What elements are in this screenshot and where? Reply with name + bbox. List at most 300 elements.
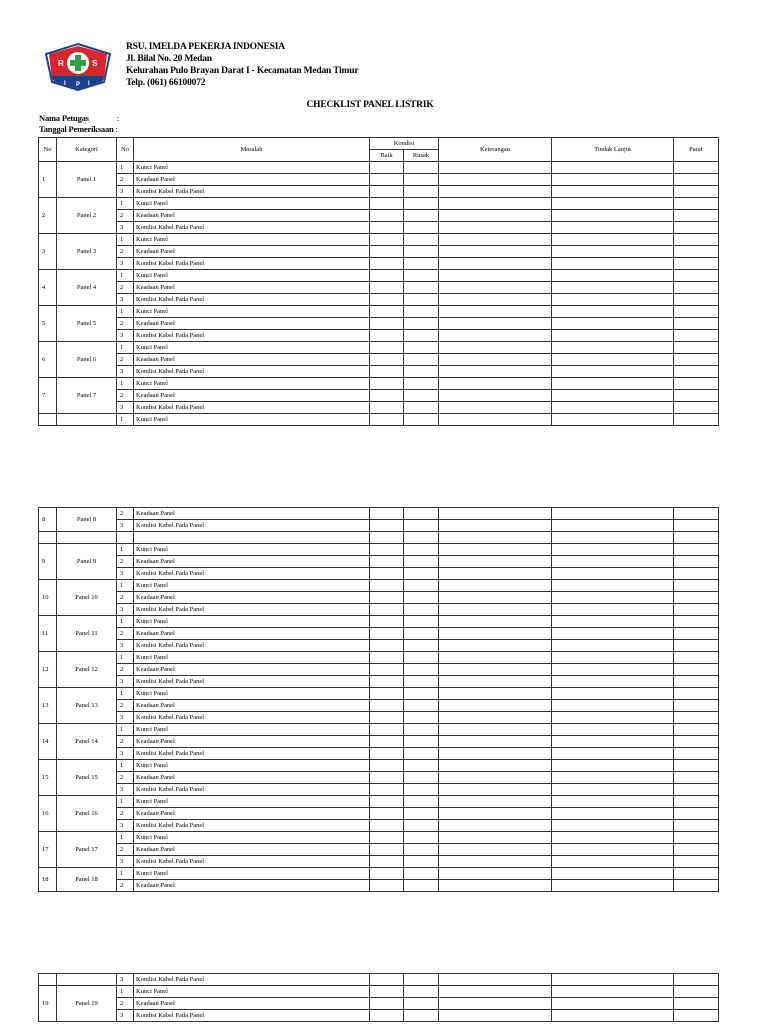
paraf-cell[interactable] (674, 258, 719, 270)
tindak-lanjut-cell[interactable] (552, 174, 674, 186)
rusak-cell[interactable] (404, 676, 439, 688)
rusak-cell[interactable] (404, 414, 439, 426)
rusak-cell[interactable] (404, 366, 439, 378)
paraf-cell[interactable] (674, 736, 719, 748)
tindak-lanjut-cell[interactable] (552, 568, 674, 580)
rusak-cell[interactable] (404, 390, 439, 402)
baik-cell[interactable] (370, 186, 404, 198)
rusak-cell[interactable] (404, 378, 439, 390)
paraf-cell[interactable] (674, 556, 719, 568)
paraf-cell[interactable] (674, 604, 719, 616)
tindak-lanjut-cell[interactable] (552, 306, 674, 318)
baik-cell[interactable] (370, 414, 404, 426)
paraf-cell[interactable] (674, 808, 719, 820)
tindak-lanjut-cell[interactable] (552, 688, 674, 700)
keterangan-cell[interactable] (439, 604, 552, 616)
rusak-cell[interactable] (404, 592, 439, 604)
paraf-cell[interactable] (674, 688, 719, 700)
tindak-lanjut-cell[interactable] (552, 808, 674, 820)
rusak-cell[interactable] (404, 784, 439, 796)
baik-cell[interactable] (370, 580, 404, 592)
rusak-cell[interactable] (404, 330, 439, 342)
keterangan-cell[interactable] (439, 162, 552, 174)
rusak-cell[interactable] (404, 724, 439, 736)
baik-cell[interactable] (370, 282, 404, 294)
paraf-cell[interactable] (674, 820, 719, 832)
panel-number: 7 (39, 378, 57, 414)
keterangan-cell[interactable] (439, 246, 552, 258)
keterangan-cell[interactable] (439, 748, 552, 760)
keterangan-cell[interactable] (439, 556, 552, 568)
keterangan-cell[interactable] (439, 306, 552, 318)
paraf-cell[interactable] (674, 748, 719, 760)
baik-cell[interactable] (370, 294, 404, 306)
baik-cell[interactable] (370, 174, 404, 186)
baik-cell[interactable] (370, 974, 404, 986)
tindak-lanjut-cell[interactable] (552, 868, 674, 880)
tindak-lanjut-cell[interactable] (552, 544, 674, 556)
paraf-cell[interactable] (674, 162, 719, 174)
rusak-cell[interactable] (404, 736, 439, 748)
baik-cell[interactable] (370, 808, 404, 820)
keterangan-cell[interactable] (439, 808, 552, 820)
table-row (39, 604, 719, 616)
tindak-lanjut-cell[interactable] (552, 556, 674, 568)
header-no: No (39, 138, 57, 162)
baik-cell[interactable] (370, 402, 404, 414)
baik-cell[interactable] (370, 1010, 404, 1022)
tindak-lanjut-cell[interactable] (552, 258, 674, 270)
keterangan-cell[interactable] (439, 974, 552, 986)
baik-cell[interactable] (370, 880, 404, 892)
paraf-cell[interactable] (674, 378, 719, 390)
baik-cell[interactable] (370, 270, 404, 282)
baik-cell[interactable] (370, 760, 404, 772)
keterangan-cell[interactable] (439, 390, 552, 402)
rusak-cell[interactable] (404, 258, 439, 270)
baik-cell[interactable] (370, 520, 404, 532)
paraf-cell[interactable] (674, 664, 719, 676)
paraf-cell[interactable] (674, 986, 719, 998)
paraf-cell[interactable] (674, 640, 719, 652)
paraf-cell[interactable] (674, 186, 719, 198)
rusak-cell[interactable] (404, 544, 439, 556)
keterangan-cell[interactable] (439, 986, 552, 998)
keterangan-cell[interactable] (439, 832, 552, 844)
keterangan-cell[interactable] (439, 592, 552, 604)
paraf-cell[interactable] (674, 868, 719, 880)
tindak-lanjut-cell[interactable] (552, 676, 674, 688)
keterangan-cell[interactable] (439, 724, 552, 736)
paraf-cell[interactable] (674, 390, 719, 402)
paraf-cell[interactable] (674, 580, 719, 592)
rusak-cell[interactable] (404, 198, 439, 210)
paraf-cell[interactable] (674, 568, 719, 580)
rusak-cell[interactable] (404, 282, 439, 294)
keterangan-cell[interactable] (439, 640, 552, 652)
tindak-lanjut-cell[interactable] (552, 772, 674, 784)
paraf-cell[interactable] (674, 832, 719, 844)
item-label: Kunci Panel (134, 760, 370, 772)
rusak-cell[interactable] (404, 246, 439, 258)
keterangan-cell[interactable] (439, 580, 552, 592)
rusak-cell[interactable] (404, 318, 439, 330)
keterangan-cell[interactable] (439, 736, 552, 748)
baik-cell[interactable] (370, 772, 404, 784)
tindak-lanjut-cell[interactable] (552, 378, 674, 390)
baik-cell[interactable] (370, 820, 404, 832)
rusak-cell[interactable] (404, 210, 439, 222)
rusak-cell[interactable] (404, 568, 439, 580)
tindak-lanjut-cell[interactable] (552, 628, 674, 640)
tindak-lanjut-cell[interactable] (552, 282, 674, 294)
rusak-cell[interactable] (404, 556, 439, 568)
rusak-cell[interactable] (404, 580, 439, 592)
baik-cell[interactable] (370, 844, 404, 856)
keterangan-cell[interactable] (439, 880, 552, 892)
keterangan-cell[interactable] (439, 198, 552, 210)
keterangan-cell[interactable] (439, 676, 552, 688)
paraf-cell[interactable] (674, 366, 719, 378)
rusak-cell[interactable] (404, 748, 439, 760)
keterangan-cell[interactable] (439, 760, 552, 772)
rusak-cell[interactable] (404, 402, 439, 414)
keterangan-cell[interactable] (439, 712, 552, 724)
tindak-lanjut-cell[interactable] (552, 162, 674, 174)
baik-cell[interactable] (370, 616, 404, 628)
paraf-cell[interactable] (674, 712, 719, 724)
baik-cell[interactable] (370, 354, 404, 366)
tindak-lanjut-cell[interactable] (552, 354, 674, 366)
paraf-cell[interactable] (674, 652, 719, 664)
tindak-lanjut-cell[interactable] (552, 986, 674, 998)
rusak-cell[interactable] (404, 808, 439, 820)
tindak-lanjut-cell[interactable] (552, 222, 674, 234)
paraf-cell[interactable] (674, 270, 719, 282)
baik-cell[interactable] (370, 868, 404, 880)
rusak-cell[interactable] (404, 270, 439, 282)
tindak-lanjut-cell[interactable] (552, 414, 674, 426)
keterangan-cell[interactable] (439, 378, 552, 390)
keterangan-cell[interactable] (439, 520, 552, 532)
rusak-cell[interactable] (404, 856, 439, 868)
keterangan-cell[interactable] (439, 270, 552, 282)
keterangan-cell[interactable] (439, 354, 552, 366)
baik-cell[interactable] (370, 592, 404, 604)
rusak-cell[interactable] (404, 186, 439, 198)
rusak-cell[interactable] (404, 880, 439, 892)
baik-cell[interactable] (370, 628, 404, 640)
baik-cell[interactable] (370, 390, 404, 402)
paraf-cell[interactable] (674, 628, 719, 640)
paraf-cell[interactable] (674, 700, 719, 712)
baik-cell[interactable] (370, 712, 404, 724)
tindak-lanjut-cell[interactable] (552, 294, 674, 306)
baik-cell[interactable] (370, 342, 404, 354)
paraf-cell[interactable] (674, 246, 719, 258)
baik-cell[interactable] (370, 162, 404, 174)
paraf-cell[interactable] (674, 724, 719, 736)
paraf-cell[interactable] (674, 592, 719, 604)
tindak-lanjut-cell[interactable] (552, 198, 674, 210)
keterangan-cell[interactable] (439, 402, 552, 414)
tindak-lanjut-cell[interactable] (552, 820, 674, 832)
tindak-lanjut-cell[interactable] (552, 234, 674, 246)
rusak-cell[interactable] (404, 820, 439, 832)
keterangan-cell[interactable] (439, 508, 552, 520)
rusak-cell[interactable] (404, 508, 439, 520)
tindak-lanjut-cell[interactable] (552, 832, 674, 844)
rusak-cell[interactable] (404, 604, 439, 616)
paraf-cell[interactable] (674, 198, 719, 210)
tindak-lanjut-cell[interactable] (552, 664, 674, 676)
tindak-lanjut-cell[interactable] (552, 712, 674, 724)
keterangan-cell[interactable] (439, 366, 552, 378)
tindak-lanjut-cell[interactable] (552, 508, 674, 520)
rusak-cell[interactable] (404, 700, 439, 712)
baik-cell[interactable] (370, 700, 404, 712)
paraf-cell[interactable] (674, 520, 719, 532)
baik-cell[interactable] (370, 306, 404, 318)
keterangan-cell[interactable] (439, 318, 552, 330)
rusak-cell[interactable] (404, 306, 439, 318)
baik-cell[interactable] (370, 688, 404, 700)
rusak-cell[interactable] (404, 162, 439, 174)
baik-cell[interactable] (370, 222, 404, 234)
rusak-cell[interactable] (404, 652, 439, 664)
keterangan-cell[interactable] (439, 820, 552, 832)
baik-cell[interactable] (370, 556, 404, 568)
tindak-lanjut-cell[interactable] (552, 210, 674, 222)
paraf-cell[interactable] (674, 354, 719, 366)
keterangan-cell[interactable] (439, 784, 552, 796)
paraf-cell[interactable] (674, 974, 719, 986)
keterangan-cell[interactable] (439, 282, 552, 294)
keterangan-cell[interactable] (439, 856, 552, 868)
rusak-cell[interactable] (404, 222, 439, 234)
keterangan-cell[interactable] (439, 772, 552, 784)
rusak-cell[interactable] (404, 628, 439, 640)
paraf-cell[interactable] (674, 210, 719, 222)
keterangan-cell[interactable] (439, 628, 552, 640)
table-row (39, 354, 719, 366)
baik-cell[interactable] (370, 544, 404, 556)
rusak-cell[interactable] (404, 986, 439, 998)
keterangan-cell[interactable] (439, 664, 552, 676)
tanggal-field (39, 124, 118, 134)
paraf-cell[interactable] (674, 282, 719, 294)
baik-cell[interactable] (370, 784, 404, 796)
baik-cell[interactable] (370, 640, 404, 652)
baik-cell[interactable] (370, 676, 404, 688)
rusak-cell[interactable] (404, 1010, 439, 1022)
keterangan-cell[interactable] (439, 234, 552, 246)
paraf-cell[interactable] (674, 998, 719, 1010)
paraf-cell[interactable] (674, 856, 719, 868)
rusak-cell[interactable] (404, 616, 439, 628)
item-label: Kunci Panel (134, 414, 370, 426)
paraf-cell[interactable] (674, 508, 719, 520)
tindak-lanjut-cell[interactable] (552, 652, 674, 664)
baik-cell[interactable] (370, 508, 404, 520)
keterangan-cell[interactable] (439, 210, 552, 222)
paraf-cell[interactable] (674, 796, 719, 808)
baik-cell[interactable] (370, 796, 404, 808)
baik-cell[interactable] (370, 604, 404, 616)
rusak-cell[interactable] (404, 640, 439, 652)
item-label: Kondisi Kabel Pada Panel (134, 676, 370, 688)
paraf-cell[interactable] (674, 760, 719, 772)
baik-cell[interactable] (370, 664, 404, 676)
keterangan-cell[interactable] (439, 258, 552, 270)
tindak-lanjut-cell[interactable] (552, 318, 674, 330)
paraf-cell[interactable] (674, 222, 719, 234)
baik-cell[interactable] (370, 258, 404, 270)
paraf-cell[interactable] (674, 342, 719, 354)
tindak-lanjut-cell[interactable] (552, 616, 674, 628)
rusak-cell[interactable] (404, 832, 439, 844)
tindak-lanjut-cell[interactable] (552, 844, 674, 856)
keterangan-cell[interactable] (439, 330, 552, 342)
keterangan-cell[interactable] (439, 998, 552, 1010)
paraf-cell[interactable] (674, 294, 719, 306)
rusak-cell[interactable] (404, 868, 439, 880)
paraf-cell[interactable] (674, 306, 719, 318)
keterangan-cell[interactable] (439, 616, 552, 628)
keterangan-cell[interactable] (439, 294, 552, 306)
tindak-lanjut-cell[interactable] (552, 796, 674, 808)
keterangan-cell[interactable] (439, 868, 552, 880)
baik-cell[interactable] (370, 986, 404, 998)
tindak-lanjut-cell[interactable] (552, 1010, 674, 1022)
keterangan-cell[interactable] (439, 652, 552, 664)
paraf-cell[interactable] (674, 318, 719, 330)
tindak-lanjut-cell[interactable] (552, 342, 674, 354)
baik-cell[interactable] (370, 568, 404, 580)
tindak-lanjut-cell[interactable] (552, 760, 674, 772)
rusak-cell[interactable] (404, 354, 439, 366)
tindak-lanjut-cell[interactable] (552, 366, 674, 378)
keterangan-cell[interactable] (439, 1010, 552, 1022)
tindak-lanjut-cell[interactable] (552, 880, 674, 892)
keterangan-cell[interactable] (439, 568, 552, 580)
rusak-cell[interactable] (404, 772, 439, 784)
paraf-cell[interactable] (674, 784, 719, 796)
baik-cell[interactable] (370, 318, 404, 330)
rusak-cell[interactable] (404, 234, 439, 246)
tindak-lanjut-cell[interactable] (552, 186, 674, 198)
keterangan-cell[interactable] (439, 796, 552, 808)
paraf-cell[interactable] (674, 402, 719, 414)
paraf-cell[interactable] (674, 676, 719, 688)
tindak-lanjut-cell[interactable] (552, 520, 674, 532)
tindak-lanjut-cell[interactable] (552, 974, 674, 986)
baik-cell[interactable] (370, 748, 404, 760)
keterangan-cell[interactable] (439, 342, 552, 354)
baik-cell[interactable] (370, 246, 404, 258)
rusak-cell[interactable] (404, 974, 439, 986)
paraf-cell[interactable] (674, 330, 719, 342)
tindak-lanjut-cell[interactable] (552, 246, 674, 258)
paraf-cell[interactable] (674, 414, 719, 426)
rusak-cell[interactable] (404, 174, 439, 186)
item-number: 2 (117, 880, 134, 892)
baik-cell[interactable] (370, 378, 404, 390)
paraf-cell[interactable] (674, 880, 719, 892)
rusak-cell[interactable] (404, 998, 439, 1010)
keterangan-cell[interactable] (439, 844, 552, 856)
baik-cell[interactable] (370, 736, 404, 748)
header-baik: Baik (370, 150, 404, 162)
baik-cell[interactable] (370, 210, 404, 222)
paraf-cell[interactable] (674, 544, 719, 556)
keterangan-cell[interactable] (439, 222, 552, 234)
baik-cell[interactable] (370, 234, 404, 246)
rusak-cell[interactable] (404, 294, 439, 306)
baik-cell[interactable] (370, 724, 404, 736)
baik-cell[interactable] (370, 998, 404, 1010)
paraf-cell[interactable] (674, 616, 719, 628)
paraf-cell[interactable] (674, 772, 719, 784)
keterangan-cell[interactable] (439, 174, 552, 186)
baik-cell[interactable] (370, 366, 404, 378)
rusak-cell[interactable] (404, 844, 439, 856)
tindak-lanjut-cell[interactable] (552, 640, 674, 652)
item-number: 2 (117, 210, 134, 222)
tindak-lanjut-cell[interactable] (552, 604, 674, 616)
tindak-lanjut-cell[interactable] (552, 270, 674, 282)
rusak-cell[interactable] (404, 520, 439, 532)
baik-cell[interactable] (370, 198, 404, 210)
rusak-cell[interactable] (404, 342, 439, 354)
baik-cell[interactable] (370, 832, 404, 844)
keterangan-cell[interactable] (439, 186, 552, 198)
tindak-lanjut-cell[interactable] (552, 748, 674, 760)
keterangan-cell[interactable] (439, 414, 552, 426)
tindak-lanjut-cell[interactable] (552, 736, 674, 748)
keterangan-cell[interactable] (439, 700, 552, 712)
paraf-cell[interactable] (674, 844, 719, 856)
rusak-cell[interactable] (404, 688, 439, 700)
tindak-lanjut-cell[interactable] (552, 592, 674, 604)
tindak-lanjut-cell[interactable] (552, 580, 674, 592)
paraf-cell[interactable] (674, 1010, 719, 1022)
tindak-lanjut-cell[interactable] (552, 784, 674, 796)
tindak-lanjut-cell[interactable] (552, 402, 674, 414)
baik-cell[interactable] (370, 330, 404, 342)
tanggal-label: Tanggal Pemeriksaan (39, 124, 114, 134)
tindak-lanjut-cell[interactable] (552, 856, 674, 868)
paraf-cell[interactable] (674, 174, 719, 186)
tindak-lanjut-cell[interactable] (552, 700, 674, 712)
rusak-cell[interactable] (404, 760, 439, 772)
baik-cell[interactable] (370, 652, 404, 664)
item-number: 1 (117, 270, 134, 282)
tindak-lanjut-cell[interactable] (552, 998, 674, 1010)
rusak-cell[interactable] (404, 664, 439, 676)
paraf-cell[interactable] (674, 234, 719, 246)
item-label: Kondisi Kabel Pada Panel (134, 712, 370, 724)
rusak-cell[interactable] (404, 712, 439, 724)
tindak-lanjut-cell[interactable] (552, 390, 674, 402)
panel-number: 16 (39, 796, 57, 832)
tindak-lanjut-cell[interactable] (552, 724, 674, 736)
keterangan-cell[interactable] (439, 688, 552, 700)
rusak-cell[interactable] (404, 796, 439, 808)
tindak-lanjut-cell[interactable] (552, 330, 674, 342)
baik-cell[interactable] (370, 856, 404, 868)
keterangan-cell[interactable] (439, 544, 552, 556)
